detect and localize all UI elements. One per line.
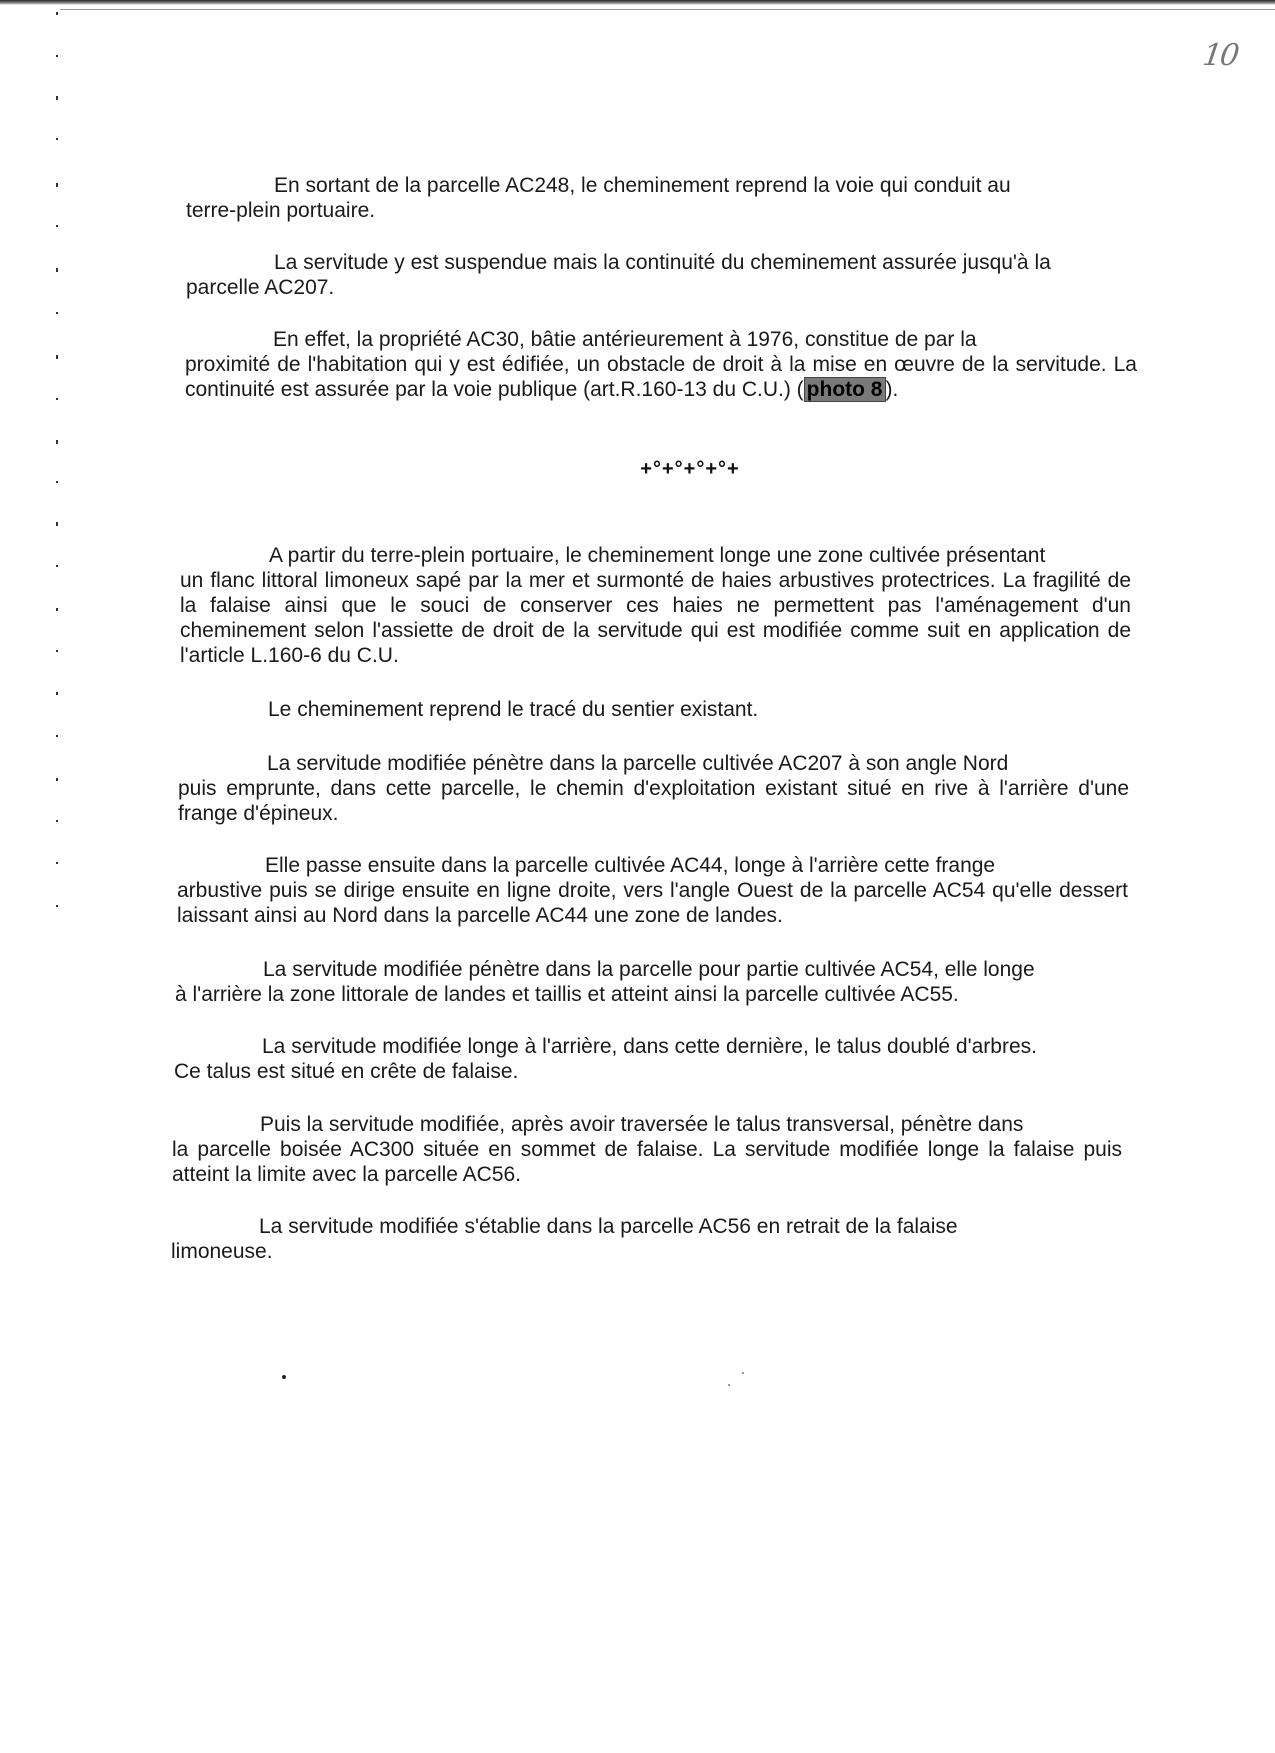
paragraph-2 [186, 250, 1137, 300]
paragraph-3-rest: proximité de l'habitation qui y est édifiée, un obstacle de droit à la mise en œuvre de la servitude. La continuité est assurée par la voie publique (art.R.160-13 du C.U.) ( [185, 353, 1137, 401]
paragraph-7 [177, 853, 1128, 928]
paragraph-2-lead: La servitude y est suspendue mais la continuité du cheminement assurée jusqu'à la [274, 251, 1051, 274]
photo-reference-highlight: photo 8 [804, 377, 886, 402]
scan-top-edge [0, 0, 1275, 5]
paragraph-4-lead: A partir du terre-plein portuaire, le cheminement longe une zone cultivée présentant [269, 544, 1046, 567]
scan-speck [282, 1375, 286, 1379]
paragraph-6 [178, 751, 1129, 826]
paragraph-5-lead: Le cheminement reprend le tracé du sentier existant. [268, 698, 759, 721]
paragraph-11-rest: limoneuse. [171, 1240, 273, 1263]
paragraph-10-rest: la parcelle boisée AC300 située en sommet de falaise. La servitude modifiée longe la falaise puis atteint la limite avec la parcelle AC56. [172, 1138, 1122, 1186]
paragraph-10-lead: Puis la servitude modifiée, après avoir traversée le talus transversal, pénètre dans [260, 1113, 1024, 1136]
binding-margin-marks [56, 0, 76, 1000]
section-separator: +°+°+°+°+ [640, 458, 740, 480]
paragraph-9-lead: La servitude modifiée longe à l'arrière, dans cette dernière, le talus doublé d'arbres. [262, 1035, 1037, 1058]
paragraph-4 [180, 543, 1131, 668]
paragraph-6-lead: La servitude modifiée pénètre dans la parcelle cultivée AC207 à son angle Nord [267, 752, 1009, 775]
paragraph-3 [185, 327, 1137, 402]
paragraph-1-lead: En sortant de la parcelle AC248, le cheminement reprend la voie qui conduit au [274, 174, 1011, 197]
page-number: 10 [1200, 38, 1240, 73]
paragraph-7-rest: arbustive puis se dirige ensuite en ligne droite, vers l'angle Ouest de la parcelle AC54 qu'elle dessert laissant ainsi au Nord dans la parcelle AC44 une zone de landes. [177, 879, 1128, 927]
paragraph-11 [171, 1214, 1121, 1264]
paragraph-8-lead: La servitude modifiée pénètre dans la parcelle pour partie cultivée AC54, elle longe [263, 958, 1035, 981]
paragraph-1 [186, 173, 1137, 223]
scan-speck [742, 1372, 744, 1374]
paragraph-7-lead: Elle passe ensuite dans la parcelle cultivée AC44, longe à l'arrière cette frange [265, 854, 996, 877]
paragraph-2-rest: parcelle AC207. [186, 276, 335, 299]
paragraph-10 [172, 1112, 1122, 1187]
paragraph-9 [174, 1034, 1124, 1084]
paragraph-3-lead: En effet, la propriété AC30, bâtie antérieurement à 1976, constitue de par la [273, 328, 977, 351]
paragraph-8 [175, 957, 1126, 1007]
paragraph-1-rest: terre-plein portuaire. [186, 199, 376, 222]
paragraph-4-rest: un flanc littoral limoneux sapé par la mer et surmonté de haies arbustives protectrices. La fragilité de la falaise ainsi que le souci de conserver ces haies ne permettent pas l'aménagement d'un cheminement selon l'assiette de droit de la servitude qui est modifiée comme suit en application de l'article L.160-6 du C.U. [180, 569, 1131, 667]
paragraph-3-tail: ). [885, 378, 899, 401]
paragraph-11-lead: La servitude modifiée s'établie dans la parcelle AC56 en retrait de la falaise [259, 1215, 958, 1238]
scan-speck [728, 1384, 730, 1386]
paragraph-9-rest: Ce talus est situé en crête de falaise. [174, 1060, 519, 1083]
paragraph-5 [180, 697, 1131, 722]
paragraph-6-rest: puis emprunte, dans cette parcelle, le chemin d'exploitation existant situé en rive à l'arrière d'une frange d'épineux. [178, 777, 1129, 825]
paragraph-8-rest: à l'arrière la zone littorale de landes et taillis et atteint ainsi la parcelle cultivée AC55. [175, 983, 959, 1006]
scan-top-line [60, 9, 1275, 10]
